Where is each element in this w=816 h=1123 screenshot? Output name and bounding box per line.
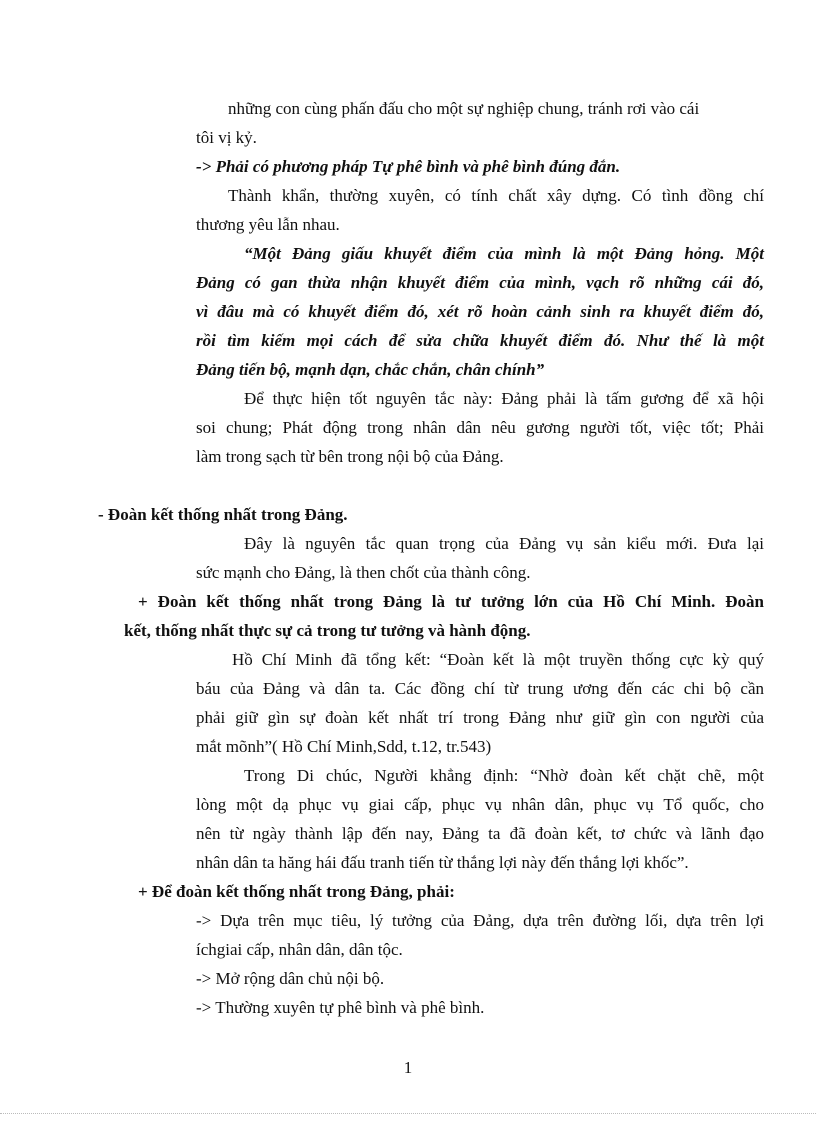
subsection-heading: kết, thống nhất thực sự cả trong tư tưởng và hành động. [124, 621, 531, 640]
quote-line: “Một Đảng giấu khuyết điểm của mình là một Đảng hỏng. Một [244, 244, 764, 263]
text-line: mắt mõnh”( Hồ Chí Minh,Sdd, t.12, tr.543) [196, 737, 492, 756]
subsection-heading: + Để đoàn kết thống nhất trong Đảng, phải: [138, 882, 455, 901]
quote-line: rồi tìm kiếm mọi cách để sửa chữa khuyết điểm đó. Như thế là một [196, 331, 764, 350]
page-separator [0, 1113, 816, 1114]
text-line: soi chung; Phát động trong nhân dân nêu gương người tốt, việc tốt; Phải [196, 418, 764, 437]
text-line: nên từ ngày thành lập đến nay, Đảng ta đã đoàn kết, tơ chức và lãnh đạo [196, 824, 764, 843]
quote-line: Đảng tiến bộ, mạnh dạn, chắc chắn, chân chính” [196, 360, 545, 379]
text-line: Để thực hiện tốt nguyên tắc này: Đảng phải là tấm gương để xã hội [244, 389, 764, 408]
text-line: lòng một dạ phục vụ giai cấp, phục vụ nhân dân, phục vụ Tổ quốc, cho [196, 795, 764, 814]
method-heading: -> Phải có phương pháp Tự phê bình và phê bình đúng đắn. [196, 157, 621, 176]
quote-line: Đảng có gan thừa nhận khuyết điểm của mình, vạch rõ những cái đó, [196, 273, 764, 292]
text-line: phải giữ gìn sự đoàn kết nhất trí trong Đảng như giữ gìn con người của [196, 708, 764, 727]
text-line: báu của Đảng và dân ta. Các đồng chí từ trung ương đến các chi bộ cần [196, 679, 764, 698]
list-item: -> Thường xuyên tự phê bình và phê bình. [196, 998, 485, 1017]
text-line: thương yêu lẫn nhau. [196, 215, 340, 234]
text-line: Thành khẩn, thường xuyên, có tính chất xây dựng. Có tình đồng chí [228, 186, 764, 205]
list-item: íchgiai cấp, nhân dân, dân tộc. [196, 940, 403, 959]
text-line: Hồ Chí Minh đã tổng kết: “Đoàn kết là một truyền thống cực kỳ quý [232, 650, 764, 669]
text-line: nhân dân ta hăng hái đấu tranh tiến từ thắng lợi này đến thắng lợi khốc”. [196, 853, 689, 872]
text-line: Đây là nguyên tắc quan trọng của Đảng vụ sản kiểu mới. Đưa lại [244, 534, 764, 553]
text-line: tôi vị kỷ. [196, 128, 257, 147]
text-line: những con cùng phấn đấu cho một sự nghiệp chung, tránh rơi vào cái [228, 99, 700, 118]
section-heading: - Đoàn kết thống nhất trong Đảng. [98, 505, 348, 524]
quote-line: vì đâu mà có khuyết điểm đó, xét rõ hoàn cảnh sinh ra khuyết điểm đó, [196, 302, 764, 321]
text-line: Trong Di chúc, Người khẳng định: “Nhờ đoàn kết chặt chẽ, một [244, 766, 764, 785]
text-line: sức mạnh cho Đảng, là then chốt của thành công. [196, 563, 531, 582]
list-item: -> Dựa trên mục tiêu, lý tưởng của Đảng, dựa trên đường lối, dựa trên lợi [196, 911, 764, 930]
text-line: làm trong sạch từ bên trong nội bộ của Đảng. [196, 447, 504, 466]
subsection-heading: + Đoàn kết thống nhất trong Đảng là tư tưởng lớn của Hồ Chí Minh. Đoàn [138, 592, 764, 611]
list-item: -> Mở rộng dân chủ nội bộ. [196, 969, 385, 988]
page-number: 1 [403, 1058, 413, 1077]
